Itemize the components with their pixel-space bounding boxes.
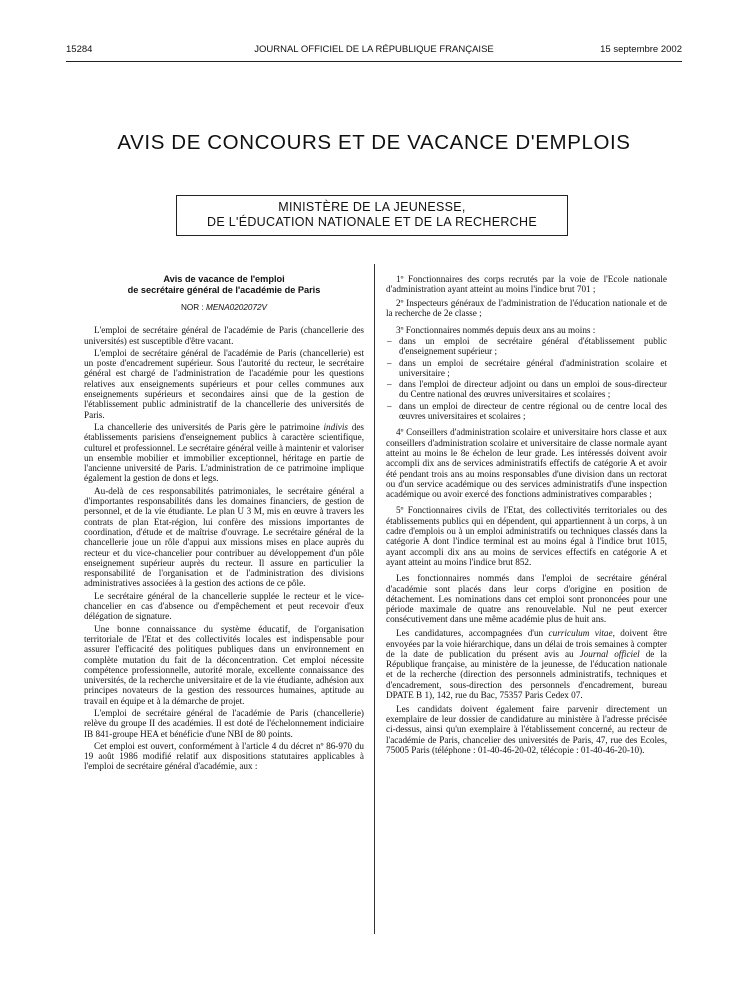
avis-title-line-2: de secrétaire général de l'académie de Paris <box>127 284 321 295</box>
running-header <box>66 44 682 60</box>
paragraph: 4º Conseillers d'administration scolaire et universitaire hors classe et aux conseillers d'administration scolaire et universitaire de classe normale ayant atteint au moins le 8e échelon de leur grade. Les intéressés doivent avoir accompli dix ans de services administratifs effectifs de catégorie A et avoir été pendant trois ans au moins responsables d'une division dans un rectorat ou d'un service académique ou des services administratifs d'une inspection académique ou avoir exercé des fonctions administratives comparables ; <box>386 427 667 500</box>
list-item: – dans un emploi de secrétaire général d'administration scolaire et universitaire ; <box>386 358 667 379</box>
paragraph: Une bonne connaissance du système éducatif, de l'organisation territoriale de l'Etat et des collectivités locales est indispensable pour assurer l'efficacité des politiques publiques dans un environnement en complète mutation du fait de la déconcentration. Cet emploi nécessite compétence professionnelle, autorité morale, excellente connaissance des universités, de la recherche universitaire et de la vie étudiante, adhésion aux principes novateurs de la gestion des ressources humaines, aptitude au travail en équipe et à la démarche de projet. <box>84 623 364 706</box>
paragraph: Au-delà de ces responsabilités patrimoniales, le secrétaire général a d'importantes responsabilités dans les domaines financiers, de gestion de personnel, et de la vie étudiante. Le plan U 3 M, mis en œuvre à travers les contrats de plan Etat-région, lui confère des missions importantes de coordination, d'étude et de maîtrise d'ouvrage. Le secrétaire général de la chancellerie joue un rôle d'appui aux missions mises en place auprès du recteur et du vice-chancelier pour contribuer au développement d'un pôle enseignement supérieur auprès du recteur. Il assure en particulier la responsabilité de l'organisation et de l'administration des divisions administratives associées à la gestion des actions de ce pôle. <box>84 485 364 589</box>
avis-title <box>84 274 364 295</box>
list-item: – dans un emploi de secrétaire général d'établissement public d'enseignement supérieur ; <box>386 336 667 357</box>
text-run: de la République française, au ministère de la jeunesse, de l'éducation nationale et de la recherche (direction des personnels administratifs, techniques et d'encadrement, sous-direction des personnels d'encadrement, bureau DPATE B 1), 142, rue du Bac, 75357 Paris Cedex 07. <box>386 648 667 700</box>
text-run: Les candidatures, accompagnées d'un <box>396 628 549 639</box>
ministry-line-2: DE L'ÉDUCATION NATIONALE ET DE LA RECHERCHE <box>207 215 537 229</box>
paragraph: Cet emploi est ouvert, conformément à l'article 4 du décret nº 86-970 du 19 août 1986 modifié relatif aux dispositions statutaires applicables à l'emploi de secrétaire général d'académie, aux : <box>84 740 364 772</box>
paragraph: 3º Fonctionnaires nommés depuis deux ans au moins : <box>396 324 596 335</box>
text-run: La chancellerie des universités de Paris gère le patrimoine <box>94 421 324 432</box>
nor-code: MENA0202072V <box>206 303 268 312</box>
text-run: , doivent être envoyées par la voie hiérarchique, dans un délai de trois semaines à compter de la date de publication du présent avis au <box>386 628 667 659</box>
nor-label: NOR : <box>180 303 204 312</box>
nor-reference <box>84 303 364 313</box>
list-item: – dans l'emploi de directeur adjoint ou dans un emploi de sous-directeur du Centre national des œuvres universitaires et scolaires ; <box>386 379 667 400</box>
paragraph <box>84 422 364 484</box>
paragraph: Le secrétaire général de la chancellerie supplée le recteur et le vice-chancelier en cas d'absence ou d'empêchement et peut recevoir d'eux délégation de signature. <box>84 590 364 622</box>
left-column <box>84 274 364 772</box>
ministry-line-1: MINISTÈRE DE LA JEUNESSE, <box>278 200 466 214</box>
list-item: – dans un emploi de directeur de centre régional ou de centre local des œuvres universitaires et scolaires ; <box>386 401 667 422</box>
section-title: AVIS DE CONCOURS ET DE VACANCE D'EMPLOIS <box>117 131 631 154</box>
paragraph: 1º Fonctionnaires des corps recrutés par la voie de l'Ecole nationale d'administration ayant atteint au moins l'indice brut 701 ; <box>386 274 667 295</box>
page-number: 15284 <box>66 44 93 55</box>
paragraph: L'emploi de secrétaire général de l'académie de Paris (chancellerie) est un poste d'encadrement supérieur. Sous l'autorité du recteur, le secrétaire général est chargé de l'administration de l'académie pour les questions relatives aux enseignements supérieurs et pour celles communes aux enseignements supérieurs et secondaires ainsi que de la gestion de l'établissement public administratif de la chancellerie des universités de Paris. <box>84 347 364 420</box>
paragraph: L'emploi de secrétaire général de l'académie de Paris (chancellerie des universités) est susceptible d'être vacant. <box>84 325 364 346</box>
paragraph: Les fonctionnaires nommés dans l'emploi de secrétaire général d'académie sont placés dans leur corps d'origine en position de détachement. Les nominations dans cet emploi sont prononcées pour une période maximale de quatre ans renouvelable. Nul ne peut exercer consécutivement dans une même académie plus de huit ans. <box>386 573 667 625</box>
text-run: des établissements parisiens d'enseignement publics à caractère scientifique, culturel et professionnel. Le secrétaire général veille à maintenir et valoriser un ensemble mobilier et immobilier exceptionnel, héritage en partie de l'ancienne université de Paris. L'administration de ce patrimoine implique également la gestion de dons et legs. <box>84 421 365 484</box>
journal-title: JOURNAL OFFICIEL DE LA RÉPUBLIQUE FRANÇAISE <box>254 44 494 55</box>
eligibility-list <box>386 336 667 421</box>
avis-title-line-1: Avis de vacance de l'emploi <box>163 274 285 284</box>
italic-text: indivis <box>323 421 348 432</box>
issue-date: 15 septembre 2002 <box>600 44 682 55</box>
paragraph: 2º Inspecteurs généraux de l'administration de l'éducation nationale et de la recherche de 2e classe ; <box>386 298 667 319</box>
paragraph: 5º Fonctionnaires civils de l'Etat, des collectivités territoriales ou des établissements publics qui en dépendent, qui appartiennent à un corps, à un cadre d'emplois ou à un emploi administratifs ou techniques classés dans la catégorie A dont l'indice terminal est au moins égal à l'indice brut 1015, ayant accompli dix ans au moins de services effectifs en catégorie A et ayant atteint au moins l'indice brut 852. <box>386 505 667 567</box>
italic-text: Journal officiel <box>579 648 640 659</box>
paragraph: L'emploi de secrétaire général de l'académie de Paris (chancellerie) relève du groupe II des académies. Il est doté de l'échelonnement indiciaire IB 841-groupe HEA et bénéficie d'une NBI de 80 points. <box>84 707 364 739</box>
right-column <box>386 274 667 755</box>
paragraph <box>386 628 667 700</box>
ministry-box <box>176 195 568 236</box>
italic-text: curriculum vitae <box>548 628 613 639</box>
header-rule <box>66 61 682 62</box>
column-divider <box>374 264 375 934</box>
paragraph: Les candidats doivent également faire parvenir directement un exemplaire de leur dossier de candidature au ministère à l'adresse précisée ci-dessus, ainsi qu'un exemplaire à l'établissement concerné, au recteur de l'académie de Paris, chancelier des universités de Paris, 47, rue des Ecoles, 75005 Paris (téléphone : 01-40-46-20-02, télécopie : 01-40-46-20-10). <box>386 703 667 755</box>
